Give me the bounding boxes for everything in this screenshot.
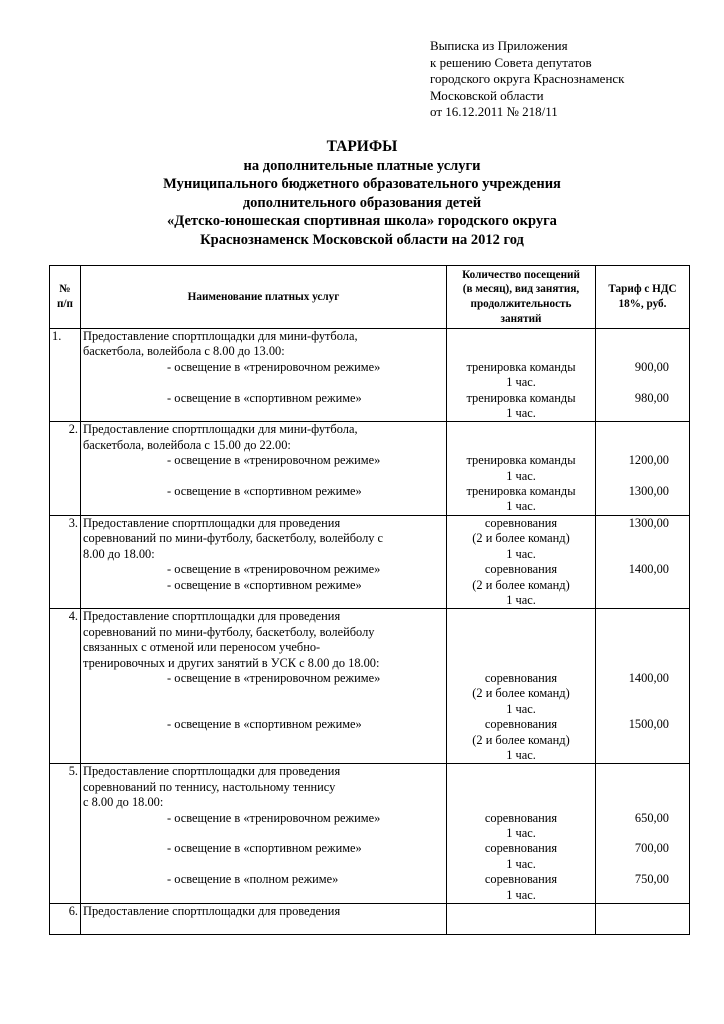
service-description (81, 904, 447, 935)
service-description (81, 609, 447, 764)
table-row (50, 422, 690, 515)
spacer-line (598, 625, 687, 640)
service-description (81, 764, 447, 904)
row-number: 1. (50, 329, 81, 422)
visits-cell (447, 422, 596, 515)
service-intro-line: с 8.00 до 18.00: (83, 795, 164, 810)
tariffs-table (49, 265, 690, 935)
visit-text: соревнования (484, 670, 558, 685)
header-line: Московской области (430, 87, 544, 103)
price-value: 700,00 (634, 841, 669, 856)
service-intro-line: соревнований по мини-футболу, баскетболу, волейболу с (83, 531, 384, 546)
title-line: дополнительного образования детей (242, 194, 482, 211)
table-row (50, 904, 690, 935)
spacer-line (83, 406, 444, 421)
spacer-line (449, 344, 593, 359)
sub-service-label: - освещение в «полном режиме» (167, 872, 339, 887)
row-number: 2. (50, 422, 81, 515)
price-value: 750,00 (634, 872, 669, 887)
table-row (50, 515, 690, 608)
service-intro-line: 8.00 до 18.00: (83, 546, 155, 561)
title-line: ТАРИФЫ (326, 138, 398, 155)
spacer-line (598, 499, 687, 514)
price-cell (596, 422, 690, 515)
service-intro-line: Предоставление спортплощадки для мини-футбола, (83, 422, 358, 437)
visit-text: (2 и более команд) (472, 531, 570, 546)
spacer-line (598, 826, 687, 841)
title-line: Муниципального бюджетного образовательного учреждения (163, 176, 561, 192)
service-intro-line: баскетбола, волейбола с 8.00 до 13.00: (83, 344, 285, 359)
sub-service-label: - освещение в «спортивном режиме» (167, 484, 362, 499)
visit-text: 1 час. (506, 701, 536, 716)
visit-text: соревнования (484, 562, 558, 577)
visit-text: 1 час. (506, 592, 536, 607)
spacer-line (598, 733, 687, 748)
header-num-line: № (59, 283, 71, 296)
price-value: 1300,00 (628, 484, 669, 499)
service-intro-line: баскетбола, волейбола с 15.00 до 22.00: (83, 437, 291, 452)
price-value: 1400,00 (628, 670, 669, 685)
spacer-line (449, 764, 593, 779)
visit-text: 1 час. (506, 856, 536, 871)
service-intro-line: связанных с отменой или переносом учебно- (83, 640, 321, 655)
spacer-line (449, 625, 593, 640)
spacer-line (598, 531, 687, 546)
spacer-line (598, 422, 687, 437)
spacer-line (83, 702, 444, 717)
sub-service-label: - освещение в «тренировочном режиме» (167, 453, 381, 468)
row-number: 5. (50, 764, 81, 904)
visit-text: (2 и более команд) (472, 686, 570, 701)
spacer-line (83, 499, 444, 514)
spacer-line (83, 857, 444, 872)
spacer-line (598, 593, 687, 608)
visit-text: 1 час. (506, 375, 536, 390)
spacer-line (598, 888, 687, 903)
spacer-line (449, 609, 593, 624)
spacer-line (83, 888, 444, 903)
price-cell (596, 609, 690, 764)
price-value: 1400,00 (628, 562, 669, 577)
service-description (81, 515, 447, 608)
price-value: 1500,00 (628, 717, 669, 732)
spacer-line (83, 826, 444, 841)
service-intro-line: соревнований по мини-футболу, баскетболу, волейболу (83, 624, 375, 639)
visits-cell (447, 904, 596, 935)
table-header-row (50, 266, 690, 329)
visit-text: тренировка команды (466, 359, 576, 374)
spacer-line (598, 686, 687, 701)
spacer-line (449, 422, 593, 437)
price-value: 980,00 (634, 390, 669, 405)
header-service-name: Наименование платных услуг (81, 266, 447, 329)
header-line: к решению Совета депутатов (430, 54, 592, 70)
sub-service-label: - освещение в «тренировочном режиме» (167, 810, 381, 825)
spacer-line (598, 375, 687, 390)
spacer-line (598, 344, 687, 359)
header-price-line: Тариф с НДС (608, 283, 677, 296)
header-visits-line: занятий (500, 312, 542, 325)
spacer-line (598, 438, 687, 453)
price-cell (596, 329, 690, 422)
document-title (30, 138, 694, 249)
header-price-line: 18%, руб. (618, 298, 667, 310)
service-intro-line: тренировочных и других занятий в УСК с 8.00 до 18.00: (83, 655, 380, 670)
visits-cell (447, 609, 596, 764)
sub-service-label: - освещение в «спортивном режиме» (167, 390, 362, 405)
price-value: 900,00 (634, 359, 669, 374)
visit-text: соревнования (484, 717, 558, 732)
service-intro-line: Предоставление спортплощадки для проведения (83, 515, 341, 530)
header-visits-line: продолжительность (470, 298, 572, 310)
row-number: 3. (50, 515, 81, 608)
header-line: Выписка из Приложения (430, 38, 568, 53)
visits-cell (447, 515, 596, 608)
spacer-line (598, 469, 687, 484)
sub-service-label: - освещение в «тренировочном режиме» (167, 670, 381, 685)
table-row (50, 764, 690, 904)
spacer-line (598, 702, 687, 717)
visits-cell (447, 764, 596, 904)
row-number: 4. (50, 609, 81, 764)
spacer-line (83, 469, 444, 484)
visit-text: 1 час. (506, 499, 536, 514)
spacer-line (598, 748, 687, 763)
visit-text: (2 и более команд) (472, 732, 570, 747)
visit-text: тренировка команды (466, 484, 576, 499)
spacer-line (598, 640, 687, 655)
spacer-line (598, 795, 687, 810)
spacer-line (598, 780, 687, 795)
service-intro-line: Предоставление спортплощадки для проведения (83, 764, 341, 779)
visit-text: соревнования (484, 872, 558, 887)
visit-text: 1 час. (506, 887, 536, 902)
price-value: 1200,00 (628, 453, 669, 468)
spacer-line (449, 780, 593, 795)
spacer-line (598, 857, 687, 872)
service-intro-line: Предоставление спортплощадки для проведения (83, 609, 341, 624)
header-visits-line: (в месяц), вид занятия, (462, 283, 580, 296)
title-line: «Детско-юношеская спортивная школа» городского округа (167, 213, 557, 229)
header-num-line: п/п (56, 298, 73, 310)
spacer-line (598, 547, 687, 562)
spacer-line (83, 375, 444, 390)
visit-text: тренировка команды (466, 390, 576, 405)
visit-text: 1 час. (506, 826, 536, 840)
tariffs-body (50, 329, 690, 935)
service-intro-line: Предоставление спортплощадки для мини-футбола, (83, 329, 358, 343)
visit-text: 1 час. (506, 406, 536, 421)
visit-text: 1 час. (506, 468, 536, 483)
spacer-line (83, 733, 444, 748)
spacer-line (598, 406, 687, 421)
row-number: 6. (50, 904, 81, 935)
header-visits-line: Количество посещений (462, 268, 580, 281)
service-intro-line: соревнований по теннису, настольному теннису (83, 779, 336, 794)
visit-text: соревнования (484, 841, 558, 856)
sub-service-label: - освещение в «спортивном режиме» (167, 577, 362, 592)
visit-text: соревнования (484, 810, 558, 825)
sub-service-label: - освещение в «спортивном режиме» (167, 841, 362, 856)
visit-text: (2 и более команд) (472, 577, 570, 592)
spacer-line (598, 609, 687, 624)
title-line: на дополнительные платные услуги (243, 157, 481, 174)
service-description (81, 422, 447, 515)
spacer-line (449, 438, 593, 453)
spacer-line (449, 640, 593, 655)
price-cell (596, 764, 690, 904)
spacer-line (449, 329, 593, 344)
spacer-line (598, 329, 687, 344)
price-value: 1300,00 (628, 515, 669, 530)
table-row (50, 329, 690, 422)
spacer-line (83, 686, 444, 701)
document-header (430, 38, 720, 121)
sub-service-label: - освещение в «спортивном режиме» (167, 717, 362, 732)
visit-text: 1 час. (506, 747, 536, 762)
visit-text: соревнования (484, 515, 558, 530)
service-intro-line: Предоставление спортплощадки для проведения (83, 904, 341, 919)
visits-cell (447, 329, 596, 422)
price-value: 650,00 (634, 810, 669, 825)
header-visits (447, 266, 596, 329)
sub-service-label: - освещение в «тренировочном режиме» (167, 562, 381, 577)
price-cell (596, 904, 690, 935)
header-line: городского округа Краснознаменск (430, 71, 625, 87)
sub-service-label: - освещение в «тренировочном режиме» (167, 359, 381, 374)
header-num (50, 266, 81, 329)
visit-text: 1 час. (506, 546, 536, 561)
title-line: Краснознаменск Московской области на 2012 год (200, 231, 524, 248)
header-price (596, 266, 690, 329)
visit-text: тренировка команды (466, 453, 576, 468)
spacer-line (83, 748, 444, 763)
spacer-line (598, 656, 687, 671)
spacer-line (83, 593, 444, 608)
header-line: от 16.12.2011 № 218/11 (430, 104, 558, 120)
spacer-line (449, 656, 593, 671)
spacer-line (449, 795, 593, 810)
spacer-line (598, 764, 687, 779)
table-row (50, 609, 690, 764)
price-cell (596, 515, 690, 608)
spacer-line (598, 578, 687, 593)
service-description (81, 329, 447, 422)
